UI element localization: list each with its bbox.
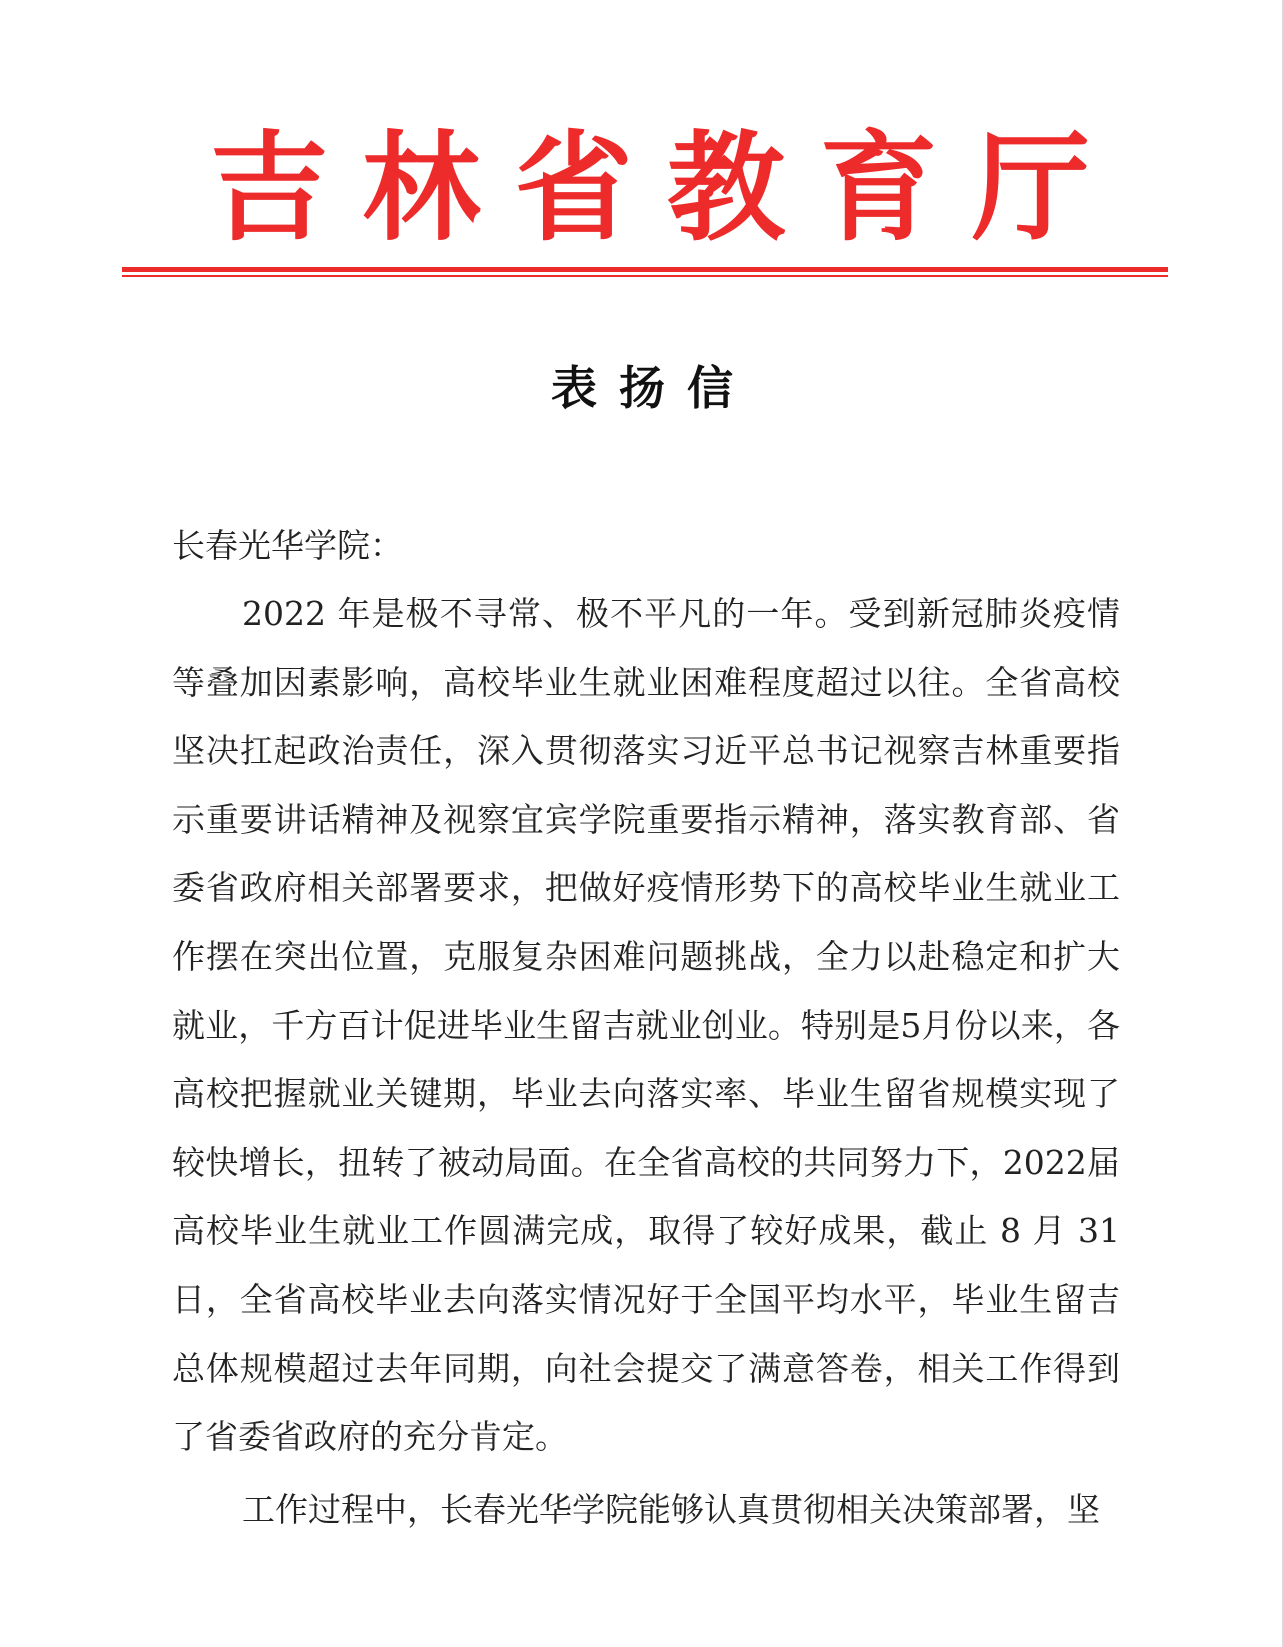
body-paragraph: 工作过程中，长春光华学院能够认真贯彻相关决策部署，坚 xyxy=(242,1490,1100,1529)
letterhead-divider-thin xyxy=(122,275,1168,277)
letterhead-char: 厅 xyxy=(971,119,1090,257)
letterhead-char: 育 xyxy=(819,119,938,257)
body-paragraph: 2022 年是极不寻常、极不平凡的一年。受到新冠肺炎疫情等叠加因素影响，高校毕业生就业困难程度超过以往。全省高校坚决扛起政治责任，深入贯彻落实习近平总书记视察吉林重要指示重要讲话精神及视察宜宾学院重要指示精神，落实教育部、省委省政府相关部署要求，把做好疫情形势下的高校毕业生就业工作摆在突出位置，克服复杂困难问题挑战，全力以赴稳定和扩大就业，千方百计促进毕业生留吉就业创业。特别是5月份以来，各高校把握就业关键期，毕业去向落实率、毕业生留省规模实现了较快增长，扭转了被动局面。在全省高校的共同努力下，2022届高校毕业生就业工作圆满完成，取得了较好成果，截止 8 月 31 日，全省高校毕业去向落实情况好于全国平均水平，毕业生留吉总体规模超过去年同期，向社会提交了满意答卷，相关工作得到了省委省政府的充分肯定。 xyxy=(172,594,1120,1457)
letterhead-char: 教 xyxy=(667,119,786,257)
document-title: 表扬信 xyxy=(551,361,755,415)
letterhead-divider-thick xyxy=(122,267,1168,272)
letterhead-title xyxy=(210,118,1090,258)
letterhead-char: 省 xyxy=(514,119,633,257)
letterhead-char: 吉 xyxy=(210,119,329,257)
salutation: 长春光华学院： xyxy=(172,526,403,565)
letterhead-char: 林 xyxy=(362,119,481,257)
